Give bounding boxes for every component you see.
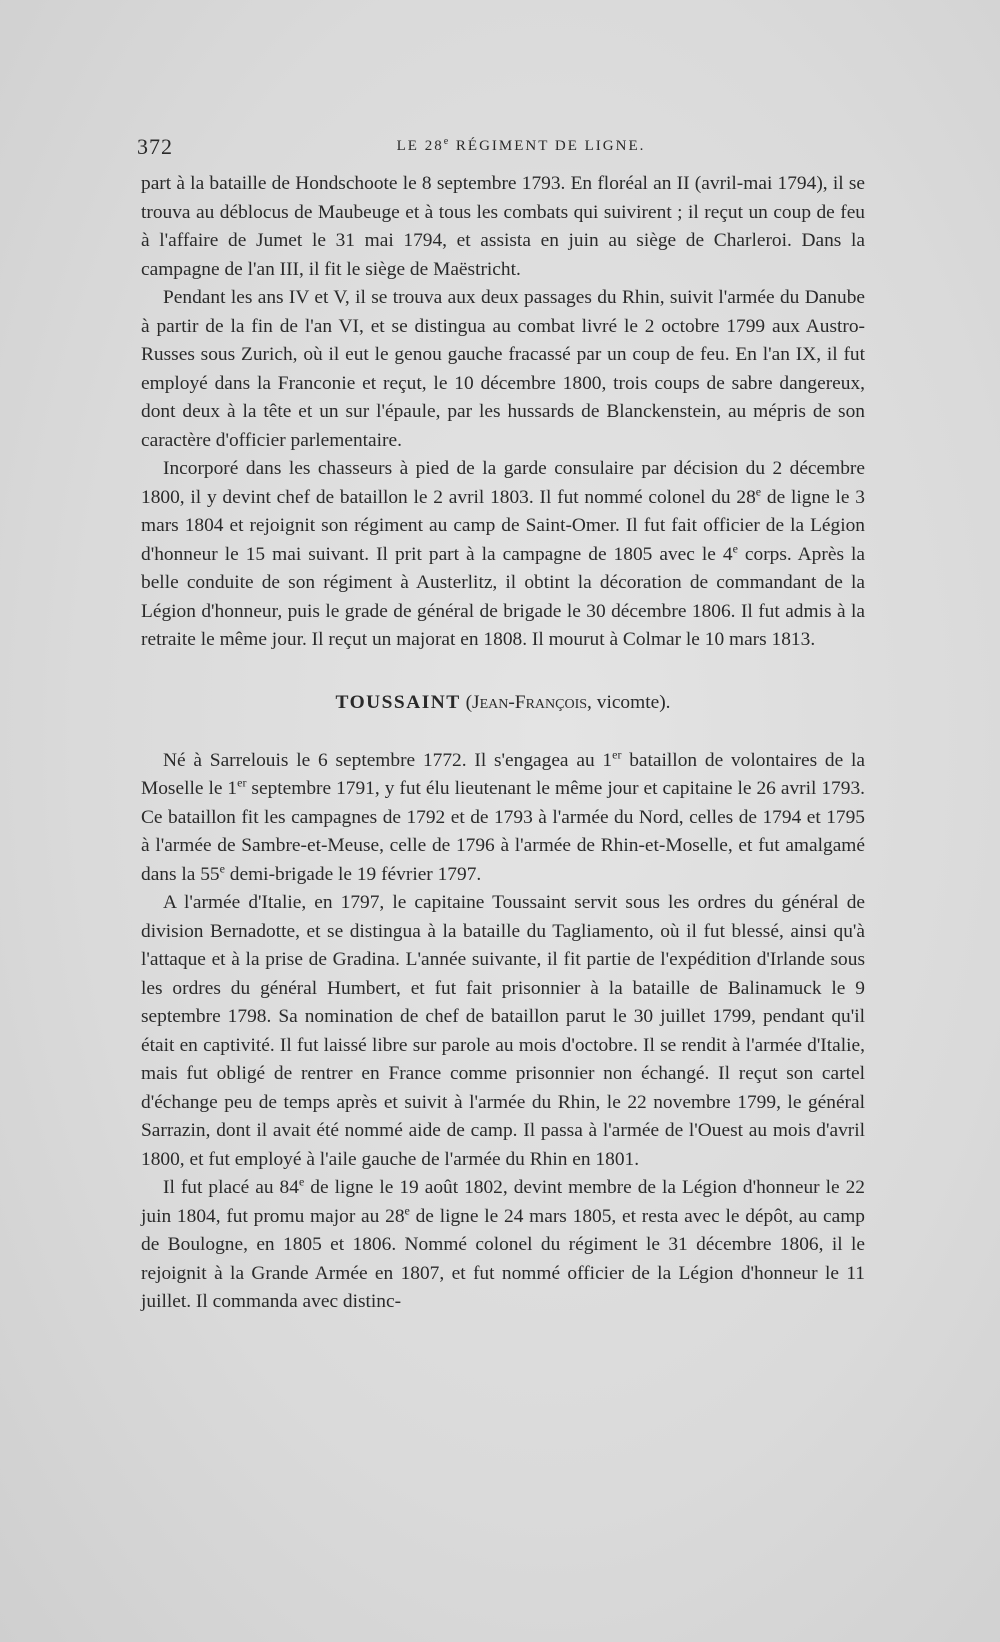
section-heading-name: TOUSSAINT [335, 691, 461, 713]
text-run: Pendant les ans IV et V, il se trouva aux deux passages du Rhin, suivit l'armée du Danube à partir de la fin de l'an VI, et se distingua au combat livré le 2 octobre 1799 aux Austro-Russes sous Zurich, où il eut le genou gauche fracassé par un coup de feu. En l'an IX, il fut employé dans la Franconie et reçut, le 10 décembre 1800, trois coups de sabre dangereux, dont deux à la tête et un sur l'épaule, par les hussards de Blanckenstein, au mépris de son caractère d'officier parlementaire. [141, 287, 865, 451]
text-run: Il fut placé au 84 [163, 1177, 299, 1198]
superscript: e [404, 1203, 410, 1218]
paragraph-3 [141, 455, 865, 655]
text-run: Incorporé dans les chasseurs à pied de la garde consulaire par décision du 2 décembre 1800, il y devint chef de bataillon le 2 avril 1803. Il fut nommé colonel du 28 [141, 458, 865, 508]
running-head-part: RÉGIMENT DE LIGNE. [450, 138, 646, 154]
page-header [137, 134, 865, 164]
text-run: demi-brigade le 19 février 1797. [224, 863, 482, 885]
text-run: Né à Sarrelouis le 6 septembre 1772. Il s'engagea au 1 [163, 749, 613, 771]
text-run: bataillon de volontaires de la Moselle le 1 [141, 749, 865, 799]
paragraph-6 [141, 1174, 865, 1317]
running-head-sup: e [443, 136, 451, 147]
text-run: corps. Après la belle conduite de son régiment à Austerlitz, il obtint la décoration de commandant de la Légion d'honneur, puis le grade de général de brigade le 30 décembre 1806. Il fut admis à la retraite le même jour. Il reçut un majorat en 1808. Il mourut à Colmar le 10 mars 1813. [141, 543, 865, 650]
running-head-part: LE 28 [396, 138, 444, 154]
superscript: e [755, 484, 762, 499]
superscript: e [219, 861, 225, 876]
text-run: A l'armée d'Italie, en 1797, le capitaine Toussaint servit sous les ordres du général de division Bernadotte, et se distingua à la bataille du Tagliamento, où il fut blessé, ainsi qu'à l'attaque et à la prise de Gradina. L'année suivante, il fit partie de l'expédition d'Irlande sous les ordres du général Humbert, et fut fait prisonnier à la bataille de Balinamuck le 9 septembre 1798. Sa nomination de chef de bataillon parut le 30 juillet 1799, pendant qu'il était en captivité. Il fut laissé libre sur parole au mois d'octobre. Il se rendit à l'armée d'Italie, mais fut obligé de rentrer en France comme prisonnier non échangé. Il reçut son cartel d'échange peu de temps après et suivit à l'armée du Rhin, le 22 novembre 1799, le général Sarrazin, dont il avait été nommé aide de camp. Il passa à l'armée de l'Ouest au mois d'avril 1800, et fut employé à l'aile gauche de l'armée du Rhin en 1801. [141, 892, 865, 1170]
section-heading [141, 689, 865, 717]
running-head [137, 138, 865, 155]
superscript: e [298, 1174, 305, 1189]
paragraph-5 [141, 889, 865, 1174]
text-run: de ligne le 3 mars 1804 et rejoignit son régiment au camp de Saint-Omer. Il fut fait officier de la Légion d'honneur le 15 mai suivant. Il prit part à la campagne de 1805 avec le 4 [141, 486, 866, 565]
paragraph-1 [141, 170, 865, 284]
superscript: e [732, 541, 738, 556]
section-heading-part: ( [460, 691, 473, 713]
body-text [141, 170, 865, 1317]
section-heading-given-names: Jean-François [472, 691, 588, 713]
text-run: septembre 1791, y fut élu lieutenant le même jour et capitaine le 26 avril 1793. Ce bataillon fit les campagnes de 1792 et de 1793 à l'armée du Nord, celles de 1794 et 1795 à l'armée de Sambre-et-Meuse, celle de 1796 à l'armée de Rhin-et-Moselle, et fut amalgamé dans la 55 [141, 778, 865, 885]
paragraph-4 [141, 747, 865, 890]
paragraph-2 [141, 284, 865, 455]
superscript: er [612, 747, 622, 762]
text-run: de ligne le 19 août 1802, devint membre de la Légion d'honneur le 22 juin 1804, fut promu major au 28 [141, 1177, 865, 1227]
superscript: er [237, 775, 247, 790]
section-heading-part: , vicomte). [587, 691, 671, 713]
page-number: 372 [137, 134, 173, 159]
text-run: part à la bataille de Hondschoote le 8 septembre 1793. En floréal an II (avril-mai 1794), il se trouva au déblocus de Maubeuge et à tous les combats qui suivirent ; il reçut un coup de feu à l'affaire de Jumet le 31 mai 1794, et assista en juin au siège de Charleroi. Dans la campagne de l'an III, il fit le siège de Maëstricht. [141, 173, 865, 280]
text-run: de ligne le 24 mars 1805, et resta avec le dépôt, au camp de Boulogne, en 1805 et 1806. Nommé colonel du régiment le 31 décembre 1806, il le rejoignit à la Grande Armée en 1807, et fut nommé officier de la Légion d'honneur le 11 juillet. Il commanda avec distinc- [141, 1205, 865, 1312]
